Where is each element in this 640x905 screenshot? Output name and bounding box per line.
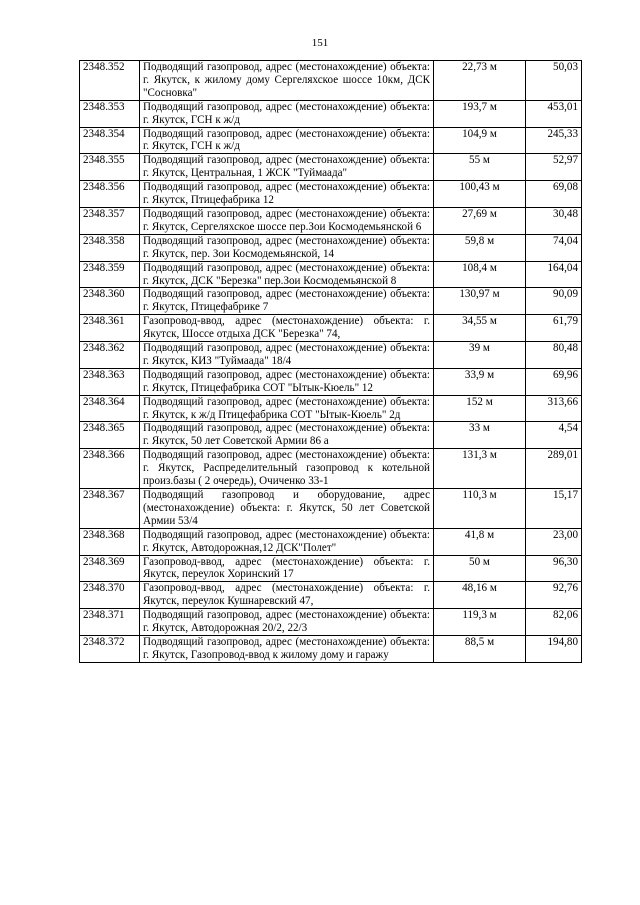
registry-table: [79, 60, 582, 663]
table-row: [80, 635, 582, 662]
registry-table-body: [80, 61, 582, 663]
row-length-cell: 39 м: [434, 342, 526, 369]
row-length-cell: 59,8 м: [434, 234, 526, 261]
row-value-cell: 194,80: [526, 635, 582, 662]
row-length-cell: 27,69 м: [434, 207, 526, 234]
row-number-cell: 2348.352: [80, 61, 140, 101]
row-number-cell: 2348.364: [80, 395, 140, 422]
table-row: [80, 207, 582, 234]
row-description-cell: Подводящий газопровод, адрес (местонахождение) объекта: г. Якутск, КИЗ "Туймаада" 18/4: [140, 342, 434, 369]
row-length-cell: 34,55 м: [434, 315, 526, 342]
row-description-cell: Подводящий газопровод, адрес (местонахождение) объекта: г. Якутск, Газопровод-ввод к жилому дому и гаражу: [140, 635, 434, 662]
row-value-cell: 61,79: [526, 315, 582, 342]
row-value-cell: 82,06: [526, 609, 582, 636]
row-description-cell: Подводящий газопровод, адрес (местонахождение) объекта: г. Якутск, ДСК "Березка" пер.Зои Космодемьянской 8: [140, 261, 434, 288]
table-row: [80, 422, 582, 449]
row-value-cell: 164,04: [526, 261, 582, 288]
row-description-cell: Подводящий газопровод, адрес (местонахождение) объекта: г. Якутск, Автодорожная 20/2, 22/3: [140, 609, 434, 636]
row-length-cell: 41,8 м: [434, 528, 526, 555]
table-row: [80, 261, 582, 288]
table-row: [80, 582, 582, 609]
table-row: [80, 342, 582, 369]
row-length-cell: 119,3 м: [434, 609, 526, 636]
row-description-cell: Подводящий газопровод, адрес (местонахождение) объекта: г. Якутск, Птицефабрика СОТ "Ытык-Кюель" 12: [140, 368, 434, 395]
row-number-cell: 2348.357: [80, 207, 140, 234]
row-value-cell: 289,01: [526, 449, 582, 489]
row-length-cell: 50 м: [434, 555, 526, 582]
row-description-cell: Подводящий газопровод, адрес (местонахождение) объекта: г. Якутск, Сергеляхское шоссе пер.Зои Космодемьянской 6: [140, 207, 434, 234]
table-row: [80, 234, 582, 261]
table-row: [80, 368, 582, 395]
row-number-cell: 2348.356: [80, 181, 140, 208]
row-number-cell: 2348.361: [80, 315, 140, 342]
row-number-cell: 2348.360: [80, 288, 140, 315]
row-description-cell: Подводящий газопровод, адрес (местонахождение) объекта: г. Якутск, ГСН к ж/д: [140, 127, 434, 154]
row-number-cell: 2348.366: [80, 449, 140, 489]
row-length-cell: 131,3 м: [434, 449, 526, 489]
table-row: [80, 127, 582, 154]
table-row: [80, 288, 582, 315]
row-description-cell: Подводящий газопровод, адрес (местонахождение) объекта: г. Якутск, Автодорожная,12 ДСК"Полет": [140, 528, 434, 555]
row-number-cell: 2348.354: [80, 127, 140, 154]
row-length-cell: 48,16 м: [434, 582, 526, 609]
row-number-cell: 2348.371: [80, 609, 140, 636]
row-number-cell: 2348.367: [80, 489, 140, 529]
row-length-cell: 108,4 м: [434, 261, 526, 288]
row-value-cell: 52,97: [526, 154, 582, 181]
row-number-cell: 2348.368: [80, 528, 140, 555]
row-length-cell: 110,3 м: [434, 489, 526, 529]
row-value-cell: 245,33: [526, 127, 582, 154]
row-description-cell: Подводящий газопровод, адрес (местонахождение) объекта: г. Якутск, Птицефабрике 7: [140, 288, 434, 315]
row-length-cell: 152 м: [434, 395, 526, 422]
row-length-cell: 193,7 м: [434, 100, 526, 127]
row-description-cell: Подводящий газопровод и оборудование, адрес (местонахождение) объекта: г. Якутск, 50 лет Советской Армии 53/4: [140, 489, 434, 529]
row-value-cell: 23,00: [526, 528, 582, 555]
row-number-cell: 2348.370: [80, 582, 140, 609]
row-number-cell: 2348.363: [80, 368, 140, 395]
table-row: [80, 609, 582, 636]
row-value-cell: 74,04: [526, 234, 582, 261]
row-length-cell: 55 м: [434, 154, 526, 181]
table-row: [80, 181, 582, 208]
row-length-cell: 104,9 м: [434, 127, 526, 154]
row-description-cell: Газопровод-ввод, адрес (местонахождение) объекта: г. Якутск, Шоссе отдыха ДСК "Березка" 74,: [140, 315, 434, 342]
table-row: [80, 395, 582, 422]
row-value-cell: 453,01: [526, 100, 582, 127]
row-description-cell: Подводящий газопровод, адрес (местонахождение) объекта: г. Якутск, пер. Зои Космодемьянской, 14: [140, 234, 434, 261]
table-row: [80, 315, 582, 342]
row-number-cell: 2348.365: [80, 422, 140, 449]
row-length-cell: 100,43 м: [434, 181, 526, 208]
row-number-cell: 2348.372: [80, 635, 140, 662]
row-value-cell: 80,48: [526, 342, 582, 369]
table-row: [80, 449, 582, 489]
table-row: [80, 528, 582, 555]
row-value-cell: 50,03: [526, 61, 582, 101]
row-length-cell: 130,97 м: [434, 288, 526, 315]
table-row: [80, 489, 582, 529]
row-length-cell: 88,5 м: [434, 635, 526, 662]
row-description-cell: Подводящий газопровод, адрес (местонахождение) объекта: г. Якутск, 50 лет Советской Армии 86 а: [140, 422, 434, 449]
row-value-cell: 313,66: [526, 395, 582, 422]
row-description-cell: Подводящий газопровод, адрес (местонахождение) объекта: г. Якутск, к ж/д Птицефабрика СОТ "Ытык-Кюель" 2д: [140, 395, 434, 422]
row-length-cell: 33 м: [434, 422, 526, 449]
row-length-cell: 22,73 м: [434, 61, 526, 101]
row-description-cell: Газопровод-ввод, адрес (местонахождение) объекта: г. Якутск, переулок Хоринский 17: [140, 555, 434, 582]
row-number-cell: 2348.358: [80, 234, 140, 261]
row-value-cell: 30,48: [526, 207, 582, 234]
page-number: 151: [311, 37, 329, 49]
row-number-cell: 2348.353: [80, 100, 140, 127]
row-description-cell: Подводящий газопровод, адрес (местонахождение) объекта: г. Якутск, ГСН к ж/д: [140, 100, 434, 127]
table-row: [80, 555, 582, 582]
row-value-cell: 90,09: [526, 288, 582, 315]
row-number-cell: 2348.369: [80, 555, 140, 582]
row-description-cell: Подводящий газопровод, адрес (местонахождение) объекта: г. Якутск, Распределительный газопровод к котельной произ.базы ( 2 очередь), Очиченко 33-1: [140, 449, 434, 489]
row-description-cell: Подводящий газопровод, адрес (местонахождение) объекта: г. Якутск, Центральная, 1 ЖСК "Туймаада": [140, 154, 434, 181]
row-length-cell: 33,9 м: [434, 368, 526, 395]
row-number-cell: 2348.359: [80, 261, 140, 288]
row-value-cell: 92,76: [526, 582, 582, 609]
row-description-cell: Подводящий газопровод, адрес (местонахождение) объекта: г. Якутск, к жилому дому Сергеляхское шоссе 10км, ДСК "Сосновка": [140, 61, 434, 101]
table-row: [80, 100, 582, 127]
row-value-cell: 69,08: [526, 181, 582, 208]
row-description-cell: Подводящий газопровод, адрес (местонахождение) объекта: г. Якутск, Птицефабрика 12: [140, 181, 434, 208]
row-description-cell: Газопровод-ввод, адрес (местонахождение) объекта: г. Якутск, переулок Кушнаревский 47,: [140, 582, 434, 609]
table-row: [80, 154, 582, 181]
row-value-cell: 15,17: [526, 489, 582, 529]
row-value-cell: 4,54: [526, 422, 582, 449]
row-number-cell: 2348.362: [80, 342, 140, 369]
table-row: [80, 61, 582, 101]
row-value-cell: 69,96: [526, 368, 582, 395]
row-value-cell: 96,30: [526, 555, 582, 582]
row-number-cell: 2348.355: [80, 154, 140, 181]
